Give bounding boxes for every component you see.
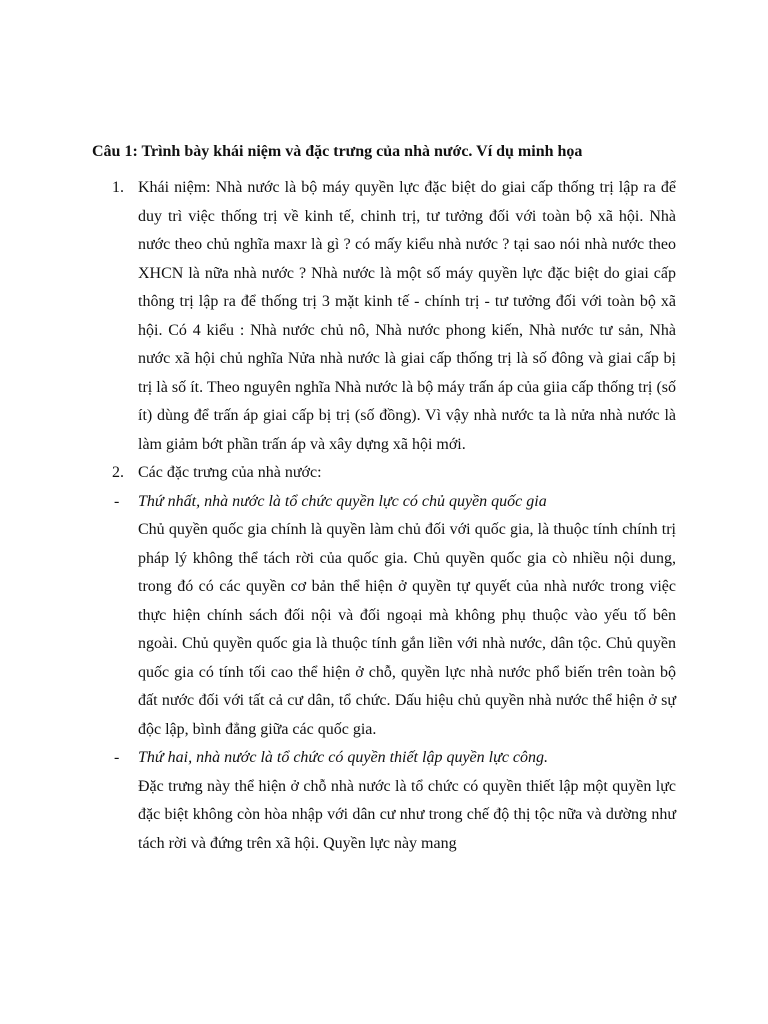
feature-item-public-power (0, 744, 768, 858)
question-title: Câu 1: Trình bày khái niệm và đặc trưng của nhà nước. Ví dụ minh họa (92, 143, 583, 160)
numbered-item-definition (0, 174, 768, 459)
document-body (0, 174, 768, 858)
list-number: 1. (112, 179, 124, 196)
feature-heading: Thứ hai, nhà nước là tổ chức có quyền thiết lập quyền lực công. (138, 749, 549, 766)
list-dash: - (114, 749, 120, 766)
feature-heading: Thứ nhất, nhà nước là tổ chức quyền lực có chủ quyền quốc gia (138, 492, 547, 510)
features-intro-text: Các đặc trưng của nhà nước: (138, 464, 322, 481)
list-dash: - (114, 492, 120, 510)
feature-body: Đặc trưng này thể hiện ở chỗ nhà nước là tổ chức có quyền thiết lập một quyền lực đặc biệt không còn hòa nhập với dân cư như trong chế độ thị tộc nữa và dường như tách rời và đứng trên xã hội. Quyền lực này mang (138, 777, 676, 852)
definition-text: Khái niệm: Nhà nước là bộ máy quyền lực đặc biệt do giai cấp thống trị lập ra để duy trì việc thống trị về kinh tế, chinh trị, tư tưởng đối với toàn bộ xã hội. Nhà nước theo chủ nghĩa maxr là gì ? có mấy kiểu nhà nước ? tại sao nói nhà nước theo XHCN là nữa nhà nước ? Nhà nước là một số máy quyền lực đặc biệt do giai cấp thông trị lập ra để thống trị 3 mặt kinh tế - chính trị - tư tưởng đối với toàn bộ xã hội. Có 4 kiểu : Nhà nước chủ nô, Nhà nước phong kiến, Nhà nước tư sản, Nhà nước xã hội chủ nghĩa Nửa nhà nước là giai cấp thống trị là số đông và giai cấp bị trị là số ít. Theo nguyên nghĩa Nhà nước là bộ máy trấn áp của giia cấp thống trị (số ít) dùng để trấn áp giai cấp bị trị (số đồng). Vì vậy nhà nước ta là nửa nhà nước là làm giảm bớt phần trấn áp và xây dựng xã hội mới. (138, 179, 676, 453)
feature-body: Chủ quyền quốc gia chính là quyền làm chủ đối với quốc gia, là thuộc tính chính trị pháp lý không thể tách rời của quốc gia. Chủ quyền quốc gia cò nhiều nội dung, trong đó có các quyền cơ bản thể hiện ở quyền tự quyết của nhà nước trong việc thực hiện chính sách đối nội và đối ngoại mà không phụ thuộc vào yếu tố bên ngoài. Chủ quyền quốc gia là thuộc tính gắn liền với nhà nước, dân tộc. Chủ quyền quốc gia có tính tối cao thể hiện ở chỗ, quyền lực nhà nước phổ biến trên toàn bộ đất nước đối với tất cả cư dân, tổ chức. Dấu hiệu chủ quyền nhà nước thể hiện ở sự độc lập, bình đẳng giữa các quốc gia. (138, 521, 676, 738)
list-number: 2. (112, 464, 124, 481)
feature-item-sovereignty (0, 488, 768, 745)
numbered-item-features (0, 459, 768, 488)
